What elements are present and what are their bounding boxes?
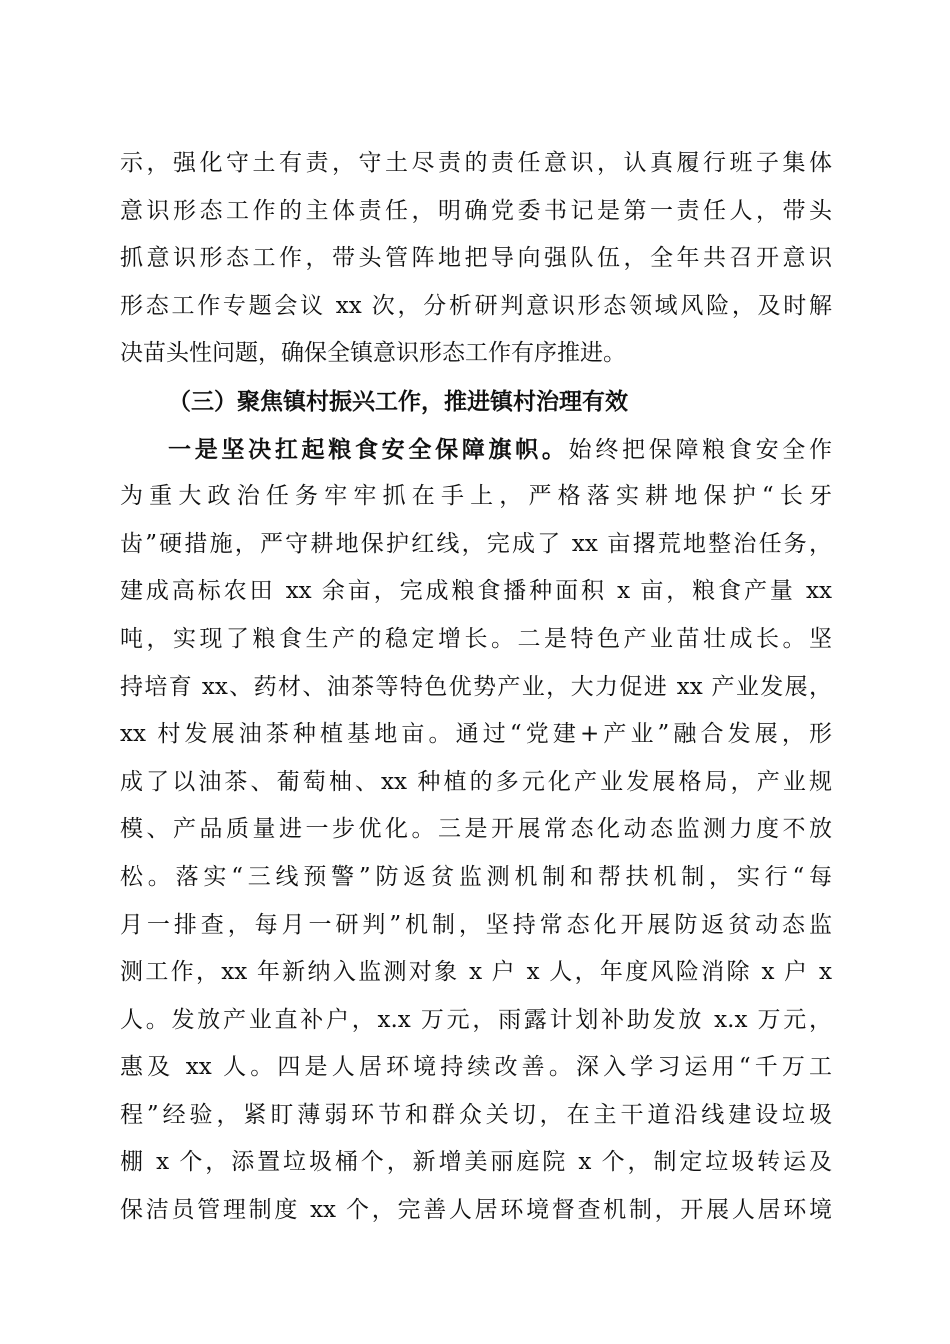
paragraph-2-line-16: 棚 x 个，添置垃圾桶个，新增美丽庭院 x 个，制定垃圾转运及 [120, 1149, 832, 1176]
paragraph-2-line-11: 月一排查，每月一研判”机制，坚持常态化开展防返贫动态监 [120, 911, 832, 938]
paragraph-1-line-3: 抓意识形态工作，带头管阵地把导向强队伍，全年共召开意识 [120, 245, 832, 272]
paragraph-2-line-8: 成了以油茶、葡萄柚、xx 种植的多元化产业发展格局，产业规 [120, 768, 832, 795]
paragraph-2-line-1 [120, 426, 832, 474]
paragraph-2-line-4: 建成高标农田 xx 余亩，完成粮食播种面积 x 亩，粮食产量 xx [120, 578, 832, 605]
paragraph-2-line-14: 惠及 xx 人。四是人居环境持续改善。深入学习运用“千万工 [120, 1054, 832, 1081]
paragraph-2-line-15: 程”经验，紧盯薄弱环节和群众关切，在主干道沿线建设垃圾 [120, 1101, 832, 1128]
paragraph-2-lead: 一是坚决扛起粮食安全保障旗帜。 [168, 435, 569, 463]
paragraph-2-line-3: 齿”硬措施，严守耕地保护红线，完成了 xx 亩撂荒地整治任务， [120, 530, 832, 557]
paragraph-2-line-9: 模、产品质量进一步优化。三是开展常态化动态监测力度不放 [120, 816, 832, 843]
paragraph-1-line-2: 意识形态工作的主体责任，明确党委书记是第一责任人，带头 [120, 197, 832, 224]
paragraph-1-line-1: 示，强化守土有责，守土尽责的责任意识，认真履行班子集体 [120, 150, 832, 176]
paragraph-1-line-5: 决苗头性问题，确保全镇意识形态工作有序推进。 [120, 340, 626, 367]
paragraph-2-line-12: 测工作，xx 年新纳入监测对象 x 户 x 人，年度风险消除 x 户 x [120, 959, 832, 986]
paragraph-2-first-line-rest: 始终把保障粮食安全作 [568, 436, 833, 463]
paragraph-2-line-2: 为重大政治任务牢牢抓在手上，严格落实耕地保护“长牙 [120, 483, 832, 510]
paragraph-2-line-5: 吨，实现了粮食生产的稳定增长。二是特色产业苗壮成长。坚 [120, 625, 832, 652]
section-heading: （三）聚焦镇村振兴工作，推进镇村治理有效 [168, 387, 628, 415]
paragraph-2-line-17: 保洁员管理制度 xx 个，完善人居环境督查机制，开展人居环境 [120, 1197, 832, 1224]
paragraph-2-line-6: 持培育 xx、药材、油茶等特色优势产业，大力促进 xx 产业发展， [120, 673, 832, 700]
paragraph-2-line-7: xx 村发展油茶种植基地亩。通过“党建+产业”融合发展，形 [120, 721, 832, 748]
paragraph-2-line-13: 人。发放产业直补户，x.x 万元，雨露计划补助发放 x.x 万元， [120, 1006, 832, 1033]
paragraph-2-line-10: 松。落实“三线预警”防返贫监测机制和帮扶机制，实行“每 [120, 863, 832, 890]
paragraph-1-line-4: 形态工作专题会议 xx 次，分析研判意识形态领域风险，及时解 [120, 292, 832, 319]
document-body [120, 140, 832, 1235]
